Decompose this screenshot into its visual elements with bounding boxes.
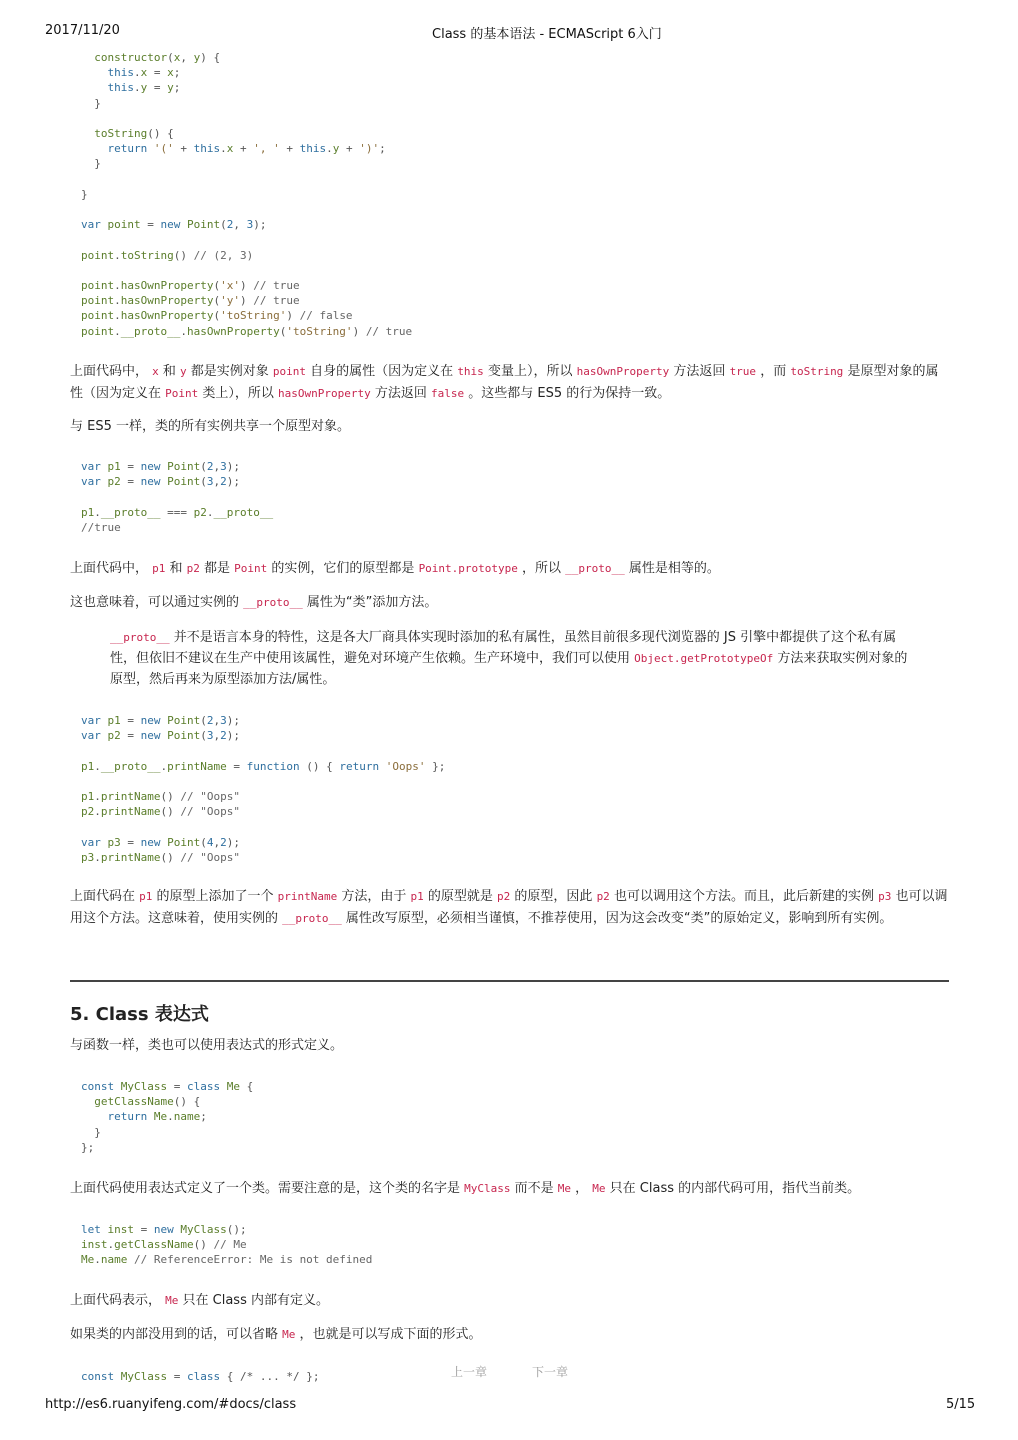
text-run: 而不是 (510, 1181, 558, 1196)
code-line: point.__proto__.hasOwnProperty('toString') // true (81, 324, 413, 338)
page-url: http://es6.ruanyifeng.com/#docs/class (45, 1397, 297, 1412)
inline-code: p2 (186, 562, 200, 575)
paragraph-print-name (70, 886, 950, 930)
text-run: 上面代码中， (70, 364, 153, 379)
code-line: p2.printName() // "Oops" (81, 805, 240, 819)
text-run: 和 (158, 364, 181, 379)
code-line: Me.name // ReferenceError: Me is not defined (81, 1253, 373, 1267)
inline-code: p2 (497, 890, 511, 903)
code-line: } (94, 96, 101, 110)
inline-code: __proto__ (110, 631, 170, 644)
code-line: this.y = y; (107, 81, 181, 95)
paragraph-omit-me (70, 1324, 950, 1346)
inline-code: MyClass (464, 1182, 511, 1195)
code-line: point.toString() // (2, 3) (81, 248, 254, 262)
paragraph-shared-prototype (70, 416, 950, 438)
code-line: var point = new Point(2, 3); (81, 218, 267, 232)
code-line: inst.getClassName() // Me (81, 1238, 247, 1252)
inline-code: printName (277, 890, 338, 903)
text-run: 是原型对象的属性（因为定义在 (70, 364, 939, 401)
code-line: point.hasOwnProperty('x') // true (81, 279, 300, 293)
code-block-anonymous-class (81, 1369, 319, 1384)
code-block-proto-compare (81, 459, 273, 535)
text-run: 上面代码在 (70, 889, 140, 904)
code-line: var p2 = new Point(3,2); (81, 475, 240, 489)
code-line: p1.printName() // "Oops" (81, 790, 240, 804)
inline-code: p1 (410, 890, 424, 903)
inline-code: Point.prototype (418, 562, 518, 575)
code-line: //true (81, 520, 121, 534)
text-run: 属性改写原型，必须相当谨慎，不推荐使用，因为这会改变“类”的原始定义，影响到所有实例。 (341, 911, 893, 926)
inline-code: Me (592, 1182, 606, 1195)
inline-code: p1 (152, 562, 166, 575)
code-line: var p1 = new Point(2,3); (81, 714, 240, 727)
section-heading: 5. Class 表达式 (70, 1004, 209, 1025)
text-run: 如果类的内部没用到的话，可以省略 (70, 1327, 283, 1342)
code-line: let inst = new MyClass(); (81, 1223, 247, 1236)
inline-code: Point (234, 562, 268, 575)
paragraph-instances (70, 558, 950, 580)
prev-chapter-link[interactable]: 上一章 (451, 1365, 488, 1379)
code-line: return '(' + this.x + ', ' + this.y + ')'; (107, 142, 386, 156)
paragraph-class-expression (70, 1035, 950, 1057)
code-line: const MyClass = class Me { (81, 1080, 254, 1093)
text-run: 属性是相等的。 (624, 561, 720, 576)
code-block-class-expression (81, 1079, 253, 1155)
text-run: 方法，由于 (337, 889, 411, 904)
page-title: Class 的基本语法 - ECMAScript 6入门 (432, 27, 662, 42)
text-run: 上面代码中， (70, 561, 153, 576)
inline-code: false (431, 387, 465, 400)
text-run: 类上），所以 (198, 386, 279, 401)
paragraph-own-properties (70, 361, 950, 405)
text-run: ，而 (756, 364, 791, 379)
code-line: var p2 = new Point(3,2); (81, 729, 240, 743)
code-block-reference-error (81, 1222, 372, 1268)
inline-code: Me (282, 1328, 296, 1341)
code-line: point.hasOwnProperty('toString') // false (81, 309, 353, 323)
text-run: 这也意味着，可以通过实例的 (70, 595, 244, 610)
inline-code: p2 (596, 890, 610, 903)
code-line: this.x = x; (107, 66, 181, 80)
text-run: 上面代码使用表达式定义了一个类。需要注意的是，这个类的名字是 (70, 1181, 465, 1196)
text-run: 方法返回 (370, 386, 432, 401)
text-run: 。这些都与 ES5 的行为保持一致。 (464, 386, 671, 401)
code-line: var p1 = new Point(2,3); (81, 460, 240, 473)
paragraph-me-scope (70, 1290, 950, 1312)
code-line: p1.__proto__ === p2.__proto__ (81, 505, 274, 519)
next-chapter-link[interactable]: 下一章 (532, 1365, 569, 1379)
code-line: } (94, 1125, 101, 1139)
text-run: 变量上），所以 (483, 364, 577, 379)
text-run: ， (571, 1181, 593, 1196)
text-run: 的原型就是 (423, 889, 498, 904)
text-run: 只在 Class 的内部代码可用，指代当前类。 (605, 1181, 861, 1196)
text-run: 方法来获取实例对象的原型，然后再来为原型添加方法/属性。 (110, 651, 908, 687)
inline-code: __proto__ (282, 912, 342, 925)
text-run: 自身的属性（因为定义在 (306, 364, 458, 379)
text-run: 并不是语言本身的特性，这是各大厂商具体实现时添加的私有属性，虽然目前很多现代浏览器的 JS 引擎中都提供了这个私有属性，但依旧不建议在生产中使用该属性，避免对环境产生依赖。生产环境中，我们可以使用 (110, 630, 897, 666)
page-number: 5/15 (946, 1397, 976, 1412)
inline-code: y (180, 365, 187, 378)
text-run: 也可以调用这个方法。这意味着，使用实例的 (70, 889, 948, 926)
code-line: }; (81, 1140, 95, 1154)
code-line: toString() { (94, 127, 174, 141)
text-run: 只在 Class 内部有定义。 (178, 1293, 329, 1308)
text-run: 与 ES5 一样，类的所有实例共享一个原型对象。 (70, 419, 351, 434)
inline-code: Point (165, 387, 199, 400)
text-run: 也可以调用这个方法。而且，此后新建的实例 (609, 889, 879, 904)
text-run: 方法返回 (669, 364, 730, 379)
text-run: 与函数一样，类也可以使用表达式的形式定义。 (70, 1038, 344, 1053)
code-block-point-class (81, 50, 412, 339)
section-divider (70, 980, 949, 982)
code-line: const MyClass = class { /* ... */ }; (81, 1370, 320, 1383)
inline-code: x (152, 365, 159, 378)
code-line: constructor(x, y) { (94, 51, 221, 64)
inline-code: hasOwnProperty (576, 365, 670, 378)
inline-code: this (457, 365, 484, 378)
print-date: 2017/11/20 (45, 23, 120, 38)
inline-code: __proto__ (565, 562, 625, 575)
inline-code: __proto__ (243, 596, 303, 609)
paragraph-myclass-name (70, 1178, 950, 1200)
code-line: } (94, 157, 101, 171)
code-block-print-name (81, 713, 445, 865)
inline-code: Object.getPrototypeOf (634, 652, 774, 665)
code-line: var p3 = new Point(4,2); (81, 835, 240, 849)
code-line: return Me.name; (107, 1110, 207, 1124)
text-run: 属性为“类”添加方法。 (302, 595, 438, 610)
code-line: p1.__proto__.printName = function () { return 'Oops' }; (81, 759, 446, 773)
inline-code: Me (557, 1182, 572, 1195)
code-line: } (81, 187, 88, 201)
text-run: ，也就是可以写成下面的形式。 (295, 1327, 482, 1342)
text-run: 的原型，因此 (510, 889, 597, 904)
inline-code: true (729, 365, 757, 378)
text-run: 的原型上添加了一个 (152, 889, 278, 904)
inline-code: point (272, 365, 307, 378)
text-run: 和 (165, 561, 187, 576)
blockquote-proto-note (110, 627, 910, 690)
inline-code: Me (165, 1294, 179, 1307)
paragraph-add-method (70, 592, 950, 614)
inline-code: p3 (878, 890, 892, 903)
text-run: 都是实例对象 (186, 364, 273, 379)
inline-code: p1 (139, 890, 153, 903)
text-run: 的实例，它们的原型都是 (267, 561, 419, 576)
text-run: 都是 (199, 561, 235, 576)
code-line: getClassName() { (94, 1095, 201, 1109)
text-run: ，所以 (517, 561, 566, 576)
text-run: 上面代码表示， (70, 1293, 166, 1308)
code-line: point.hasOwnProperty('y') // true (81, 294, 300, 308)
code-line: p3.printName() // "Oops" (81, 850, 240, 864)
inline-code: hasOwnProperty (278, 387, 371, 400)
inline-code: toString (790, 365, 844, 378)
